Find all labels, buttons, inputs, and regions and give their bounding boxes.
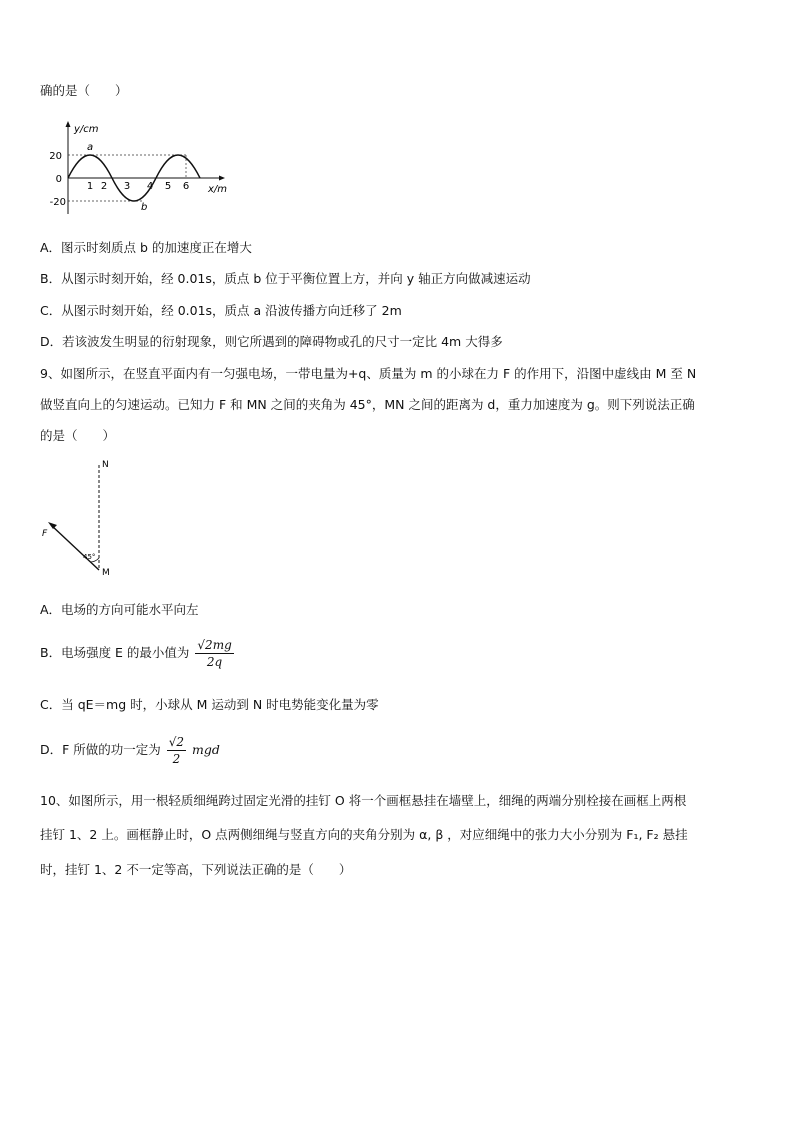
q9-option-d-fraction (167, 734, 186, 767)
x-axis-label: x/m (208, 184, 228, 195)
x-tick-4: 4 (146, 181, 154, 192)
q8-option-d: D．若该波发生明显的衍射现象，则它所遇到的障碍物或孔的尺寸一定比 4m 大得多 (40, 334, 503, 349)
q9-option-b-fraction (195, 637, 233, 670)
force-arrowhead-icon (48, 522, 57, 529)
y-axis-label: y/cm (74, 124, 99, 135)
point-a-label: a (87, 142, 94, 153)
label-n: N (102, 460, 109, 470)
fraction-numerator: √2mg (197, 638, 232, 652)
x-tick-2: 2 (100, 181, 108, 192)
q8-option-a: A．图示时刻质点 b 的加速度正在增大 (40, 240, 252, 255)
q8-option-c: C．从图示时刻开始，经 0.01s，质点 a 沿波传播方向迁移了 2m (40, 303, 402, 318)
q9-stem-line2: 做竖直向上的匀速运动。已知力 F 和 MN 之间的夹角为 45°，MN 之间的距离为 d，重力加速度为 g。则下列说法正确 (40, 397, 695, 412)
q10-stem-line2: 挂钉 1、2 上。画框静止时，O 点两侧细绳与竖直方向的夹角分别为 α, β ，对应细绳中的张力大小分别为 F₁, F₂ 悬挂 (40, 827, 688, 842)
x-tick-1: 1 (86, 181, 94, 192)
q9-option-d (40, 734, 220, 767)
wave-graph (38, 118, 238, 218)
q9-stem-line1: 9、如图所示，在竖直平面内有一匀强电场，一带电量为+q、质量为 m 的小球在力 F 的作用下，沿图中虚线由 M 至 N (40, 366, 697, 381)
q8-question-tail: 确的是（ ） (40, 83, 128, 98)
x-tick-3: 3 (123, 181, 131, 192)
x-tick-6: 6 (182, 181, 190, 192)
fraction-denominator: 2q (206, 655, 223, 669)
force-f-arrow (51, 525, 99, 570)
label-f: F (42, 529, 48, 539)
y-axis-arrow-icon (66, 121, 71, 127)
x-axis-arrow-icon (219, 176, 225, 181)
q8-option-b: B．从图示时刻开始，经 0.01s，质点 b 位于平衡位置上方，并向 y 轴正方向做减速运动 (40, 271, 531, 286)
q9-option-d-text: D．F 所做的功一定为 (40, 742, 161, 757)
x-tick-5: 5 (164, 181, 172, 192)
fraction-denominator: 2 (172, 752, 181, 766)
y-tick-neg20: -20 (49, 197, 66, 208)
force-diagram (38, 455, 128, 580)
q9-option-d-suffix: mgd (192, 742, 220, 757)
label-m: M (102, 568, 110, 578)
q9-option-c: C．当 qE＝mg 时，小球从 M 运动到 N 时电势能变化量为零 (40, 697, 379, 712)
angle-label: 45° (83, 553, 96, 561)
point-b-label: b (141, 202, 148, 213)
q9-stem-line3: 的是（ ） (40, 428, 116, 443)
q10-stem-line3: 时，挂钉 1、2 不一定等高，下列说法正确的是（ ） (40, 862, 352, 877)
q9-option-a: A．电场的方向可能水平向左 (40, 602, 199, 617)
y-tick-0: 0 (55, 174, 62, 185)
q9-option-b (40, 637, 236, 670)
fraction-numerator: √2 (168, 735, 185, 749)
q10-stem-line1: 10、如图所示，用一根轻质细绳跨过固定光滑的挂钉 O 将一个画框悬挂在墙壁上，细绳的两端分别栓接在画框上两根 (40, 793, 687, 808)
y-tick-20: 20 (49, 151, 62, 162)
q9-option-b-text: B．电场强度 E 的最小值为 (40, 645, 190, 660)
